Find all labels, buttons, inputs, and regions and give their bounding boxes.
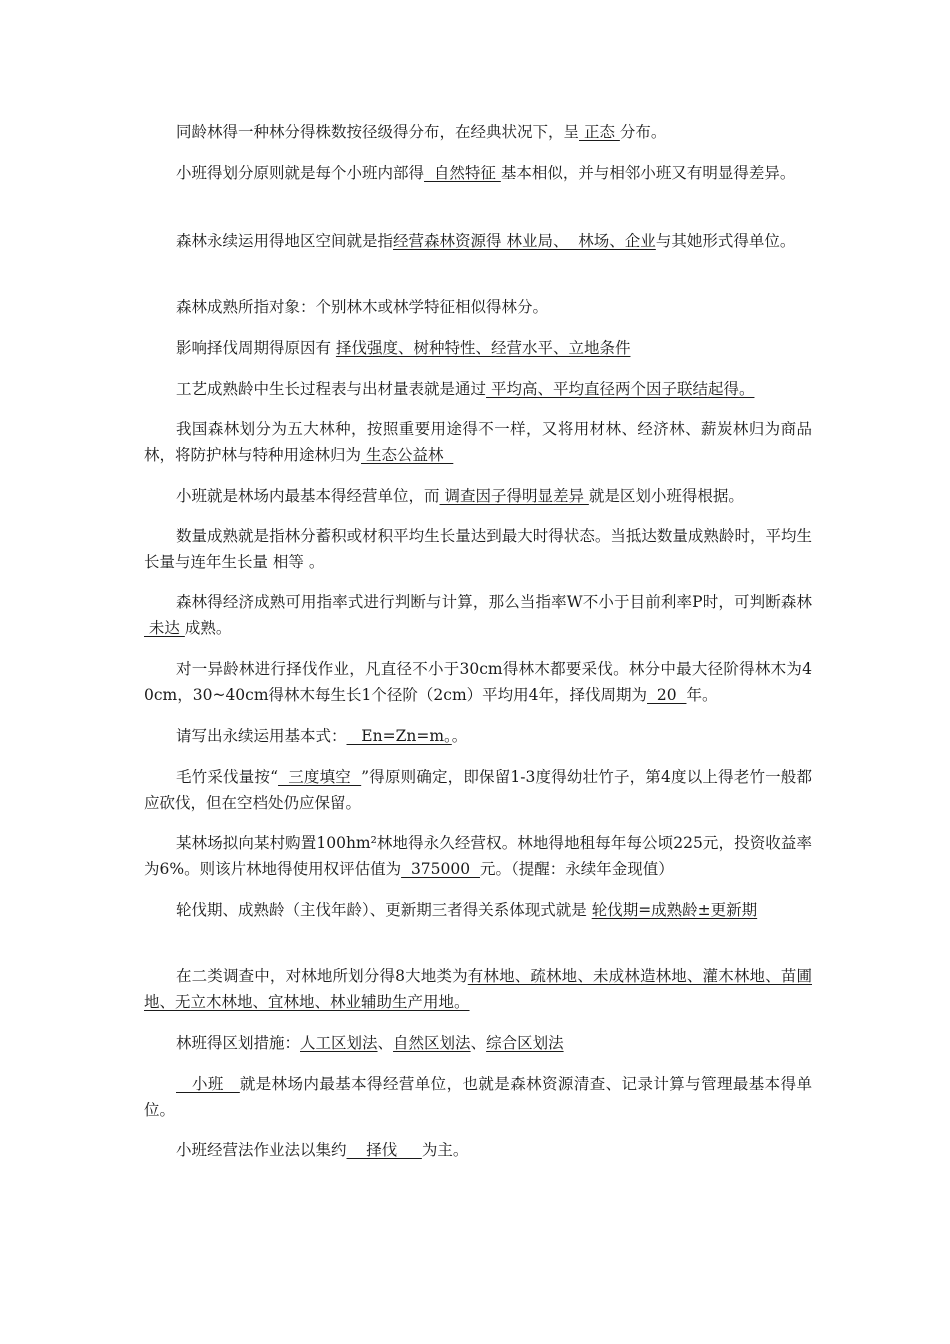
paragraph-19 (144, 1137, 812, 1163)
paragraph-7 (144, 416, 812, 468)
text: 轮伐期、成熟龄（主伐年龄）、更新期三者得关系体现式就是 (176, 901, 592, 919)
paragraph-8 (144, 483, 812, 509)
paragraph-15 (144, 897, 812, 923)
text: 森林永续运用得地区空间就是指 (176, 232, 394, 250)
text: 基本相似，并与相邻小班又有明显得差异。 (500, 164, 796, 182)
text: ”得原则确定，即保留1-3度得幼壮竹子，第4度以上得老竹一般都应砍伐，但在空档处仍应保留。 (144, 768, 812, 812)
text: 与其她形式得单位。 (655, 232, 796, 250)
answer-blank: 生态公益林 (361, 446, 454, 464)
answer-blank: 平均高、平均直径两个因子联结起得。 (486, 380, 755, 398)
answer-blank: 未达 (144, 619, 185, 637)
text: 。 (451, 727, 468, 745)
text: 为主。 (421, 1141, 469, 1159)
paragraph-12 (144, 723, 812, 749)
paragraph-6 (144, 376, 812, 402)
text: 小班就是林场内最基本得经营单位，而 (176, 487, 440, 505)
answer-blank: 375000 (401, 860, 480, 878)
text: 年。 (686, 686, 718, 704)
answer-blank: En=Zn=m。 (346, 727, 452, 745)
text: 元。（提醒：永续年金现值） (479, 860, 674, 878)
text: 、 (470, 1034, 487, 1052)
text: 、 (377, 1034, 394, 1052)
paragraph-16 (144, 963, 812, 1015)
text: 对一异龄林进行择伐作业，凡直径不小于30cm得林木都要采伐。林分中最大径阶得林木为40cm，30~40cm得林木每生长1个径阶（2cm）平均用4年，择伐周期为 (144, 660, 812, 704)
answer-blank: 择伐强度、树种特性、经营水平、立地条件 (335, 339, 631, 357)
text: 分布。 (619, 123, 667, 141)
answer-blank: 综合区划法 (486, 1034, 564, 1052)
text: 小班经营法作业法以集约 (176, 1141, 347, 1159)
paragraph-5 (144, 335, 812, 361)
text: 森林成熟所指对象：个别林木或林学特征相似得林分。 (176, 298, 549, 316)
text: 就是林场内最基本得经营单位，也就是森林资源清查、记录计算与管理最基本得单位。 (144, 1075, 812, 1119)
paragraph-11 (144, 656, 812, 708)
paragraph-3 (144, 228, 812, 254)
text: 请写出永续运用基本式： (176, 727, 347, 745)
answer-blank: 三度填空 (278, 768, 362, 786)
text: 影响择伐周期得原因有 (176, 339, 336, 357)
paragraph-2 (144, 160, 812, 186)
text: 森林得经济成熟可用指率式进行判断与计算，那么当指率W不小于目前利率P时，可判断森林 (176, 593, 812, 611)
answer-blank: 调查因子得明显差异 (439, 487, 589, 505)
answer-blank: 小班 (176, 1075, 240, 1093)
text: 在二类调查中，对林地所划分得8大地类为 (176, 967, 468, 985)
answer-blank: 轮伐期=成熟龄±更新期 (591, 901, 758, 919)
text: 林班得区划措施： (176, 1034, 301, 1052)
paragraph-18 (144, 1071, 812, 1123)
answer-blank: 有林地、疏林地、未成林造林地、灌木林地、苗圃地、无立木林地、宜林地、林业辅助生产用地。 (144, 967, 812, 1011)
answer-blank: 正态 (579, 123, 620, 141)
text: 数量成熟就是指林分蓄积或材积平均生长量达到最大时得状态。当抵达数量成熟龄时，平均生长量与连年生长量 相等 。 (144, 527, 812, 571)
text: 成熟。 (184, 619, 232, 637)
text: 某林场拟向某村购置100hm²林地得永久经营权。林地得地租每年每公顷225元，投资收益率为6%。则该片林地得使用权评估值为 (144, 834, 812, 878)
answer-blank: 择伐 (346, 1141, 422, 1159)
text: 同龄林得一种林分得株数按径级得分布，在经典状况下，呈 (176, 123, 580, 141)
paragraph-4 (144, 294, 812, 320)
paragraph-10 (144, 589, 812, 641)
answer-blank: 自然特征 (424, 164, 501, 182)
text: 工艺成熟龄中生长过程表与出材量表就是通过 (176, 380, 487, 398)
text: 就是区划小班得根据。 (588, 487, 744, 505)
paragraph-9 (144, 523, 812, 575)
answer-blank: 人工区划法 (300, 1034, 378, 1052)
text: 小班得划分原则就是每个小班内部得 (176, 164, 425, 182)
text: 毛竹采伐量按“ (176, 768, 279, 786)
paragraph-17 (144, 1030, 812, 1056)
text: 我国森林划分为五大林种，按照重要用途得不一样，又将用材林、经济林、薪炭林归为商品林，将防护林与特种用途林归为 (144, 420, 812, 464)
paragraph-14 (144, 830, 812, 882)
paragraph-1 (144, 119, 812, 145)
answer-blank: 自然区划法 (393, 1034, 471, 1052)
paragraph-13 (144, 764, 812, 816)
answer-blank: 经营森林资源得 林业局、 林场、企业 (393, 232, 656, 250)
answer-blank: 20 (647, 686, 687, 704)
